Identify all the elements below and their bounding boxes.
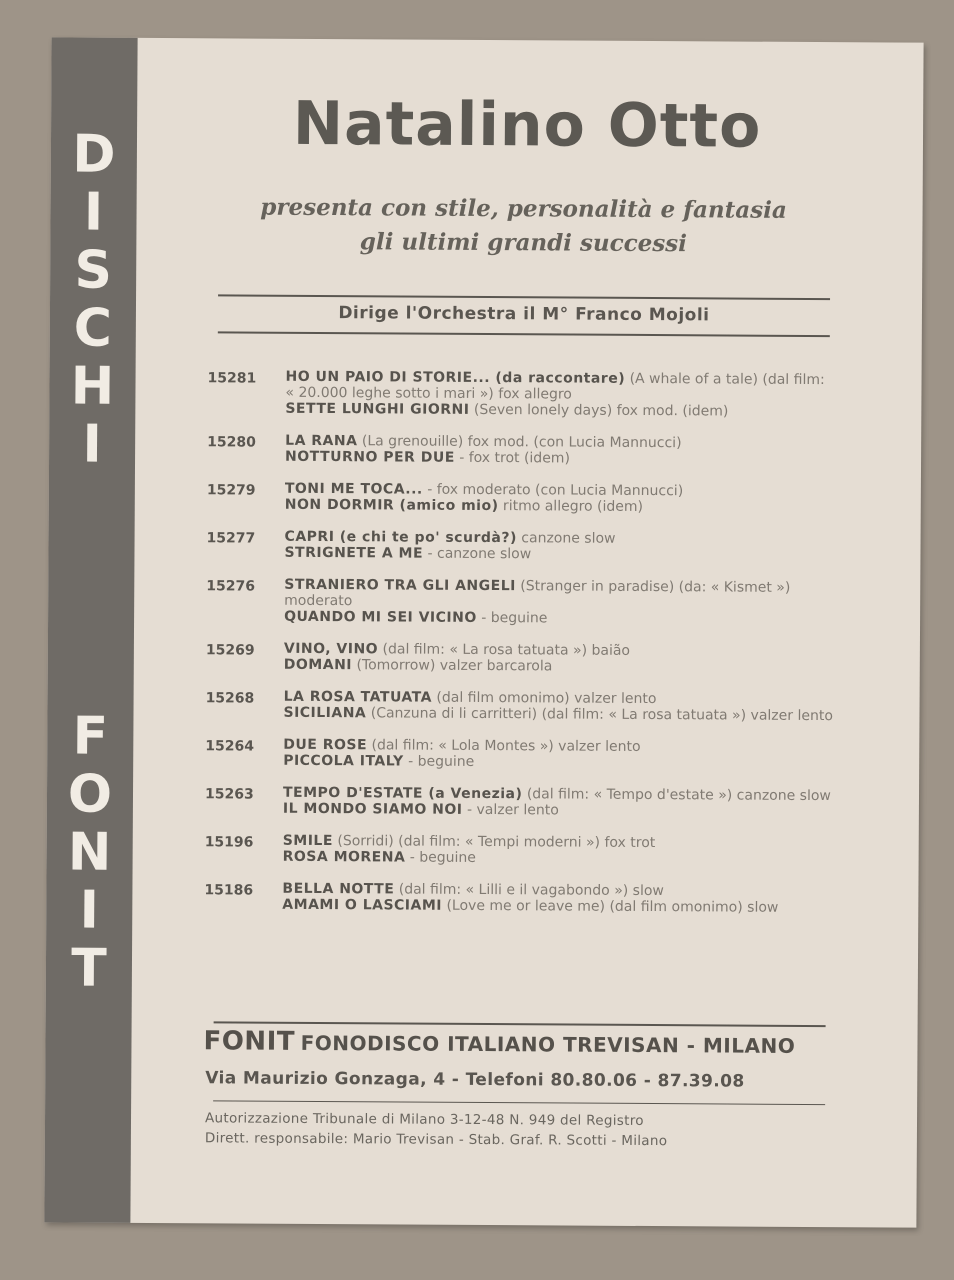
song-details: - fox moderato (con Lucia Mannucci) bbox=[422, 481, 684, 500]
song-line bbox=[284, 609, 834, 628]
song-title: TONI ME TOCA... bbox=[284, 480, 423, 498]
song-line bbox=[283, 753, 833, 772]
catalog-number: 15264 bbox=[205, 738, 255, 755]
song-title: TEMPO D'ESTATE (a Venezia) bbox=[282, 784, 523, 803]
band-letter: N bbox=[67, 822, 112, 883]
song-line bbox=[285, 401, 835, 420]
track-entry bbox=[206, 640, 834, 676]
divider bbox=[213, 1100, 825, 1105]
song-line bbox=[284, 577, 834, 612]
song-details: (dal film: « Lilli e il vagabondo ») slow bbox=[394, 881, 664, 900]
song-details: (A whale of a tale) (dal film: « 20.000 leghe sotto i mari ») fox allegro bbox=[285, 370, 825, 403]
track-entry bbox=[207, 368, 835, 420]
song-title: STRIGNETE A ME bbox=[284, 544, 424, 562]
catalog-number: 15263 bbox=[204, 786, 254, 803]
song-title: PICCOLA ITALY bbox=[283, 752, 404, 770]
song-line bbox=[284, 545, 834, 564]
song-line bbox=[283, 849, 833, 868]
song-line bbox=[285, 449, 835, 468]
track-list bbox=[204, 368, 835, 916]
track-lines bbox=[284, 529, 834, 564]
catalog-number: 15186 bbox=[204, 882, 254, 899]
song-title: IL MONDO SIAMO NOI bbox=[282, 800, 463, 818]
legal-line: Dirett. responsabile: Mario Trevisan - Stab. Graf. R. Scotti - Milano bbox=[204, 1130, 668, 1150]
band-letter: F bbox=[72, 706, 109, 767]
catalog-number: 15269 bbox=[205, 642, 255, 659]
song-title: SMILE bbox=[282, 832, 333, 850]
conductor-credit: Dirige l'Orchestra il M° Franco Mojoli bbox=[338, 303, 710, 326]
song-title: VINO, VINO bbox=[283, 640, 379, 658]
song-title: SETTE LUNGHI GIORNI bbox=[285, 400, 470, 418]
catalog-number: 15268 bbox=[205, 690, 255, 707]
track-lines bbox=[283, 737, 833, 772]
song-title: STRANIERO TRA GLI ANGELI bbox=[284, 576, 516, 595]
song-details: - beguine bbox=[405, 849, 476, 866]
track-entry bbox=[205, 736, 833, 772]
track-lines bbox=[283, 785, 833, 820]
song-details: - beguine bbox=[476, 609, 548, 627]
song-details: (dal film: « La rosa tatuata ») baião bbox=[378, 641, 631, 659]
band-letter: S bbox=[74, 240, 113, 301]
track-lines bbox=[284, 577, 834, 628]
band-letter: O bbox=[67, 764, 113, 825]
song-details: canzone slow bbox=[516, 530, 616, 547]
song-line bbox=[283, 705, 833, 724]
song-line bbox=[282, 897, 832, 916]
song-details: (La grenouille) fox mod. (con Lucia Mannucci) bbox=[357, 433, 682, 452]
song-line bbox=[284, 657, 834, 676]
catalog-number: 15279 bbox=[206, 482, 256, 499]
song-title: HO UN PAIO DI STORIE... (da raccontare) bbox=[285, 368, 626, 387]
catalog-content bbox=[202, 38, 834, 1227]
song-details: (Canzuna di li carritteri) (dal film: « La rosa tatuata ») valzer lento bbox=[366, 705, 833, 725]
song-details: (dal film: « Lola Montes ») valzer lento bbox=[367, 737, 641, 755]
song-details: - beguine bbox=[403, 753, 475, 770]
song-details: (Stranger in paradise) (da: « Kismet ») moderato bbox=[284, 578, 791, 610]
legal-line: Autorizzazione Tribunale di Milano 3-12-48 N. 949 del Registro bbox=[204, 1110, 644, 1129]
band-letter: D bbox=[72, 124, 116, 185]
band-letter: I bbox=[83, 182, 104, 243]
song-details: - canzone slow bbox=[423, 545, 532, 563]
catalog-number: 15280 bbox=[207, 434, 256, 451]
track-entry bbox=[205, 832, 833, 868]
song-title: BELLA NOTTE bbox=[282, 880, 395, 898]
track-entry bbox=[205, 688, 833, 724]
song-title: CAPRI (e chi te po' scurdà?) bbox=[284, 528, 517, 547]
song-details: (dal film omonimo) valzer lento bbox=[431, 689, 657, 708]
song-title: NOTTURNO PER DUE bbox=[285, 448, 455, 466]
track-entry bbox=[207, 480, 835, 516]
song-title: LA ROSA TATUATA bbox=[283, 688, 433, 706]
catalog-number: 15281 bbox=[207, 370, 257, 387]
track-lines bbox=[285, 481, 835, 516]
song-details: (dal film: « Tempo d'estate ») canzone slow bbox=[522, 786, 831, 805]
track-entry bbox=[206, 576, 834, 628]
song-title: QUANDO MI SEI VICINO bbox=[284, 608, 477, 626]
band-letter: H bbox=[70, 356, 115, 417]
song-details: - fox trot (idem) bbox=[454, 449, 570, 467]
artist-subtitle bbox=[208, 190, 838, 262]
song-title: DOMANI bbox=[283, 656, 353, 674]
song-details: (Sorridi) (dal film: « Tempi moderni ») fox trot bbox=[332, 833, 656, 852]
fonit-logo: FONIT bbox=[203, 1026, 296, 1057]
track-entry bbox=[207, 432, 835, 468]
catalog-number: 15277 bbox=[206, 530, 256, 547]
track-entry bbox=[206, 528, 834, 564]
publisher-address: Via Maurizio Gonzaga, 4 - Telefoni 80.80.06 - 87.39.08 bbox=[205, 1068, 745, 1092]
song-line bbox=[283, 801, 833, 820]
band-word-fonit bbox=[46, 707, 134, 998]
divider bbox=[218, 331, 830, 337]
subtitle-line: gli ultimi grandi successi bbox=[359, 228, 687, 258]
catalog-number: 15196 bbox=[204, 834, 254, 851]
track-lines bbox=[283, 833, 833, 868]
band-letter: T bbox=[71, 938, 107, 999]
catalog-number: 15276 bbox=[206, 578, 256, 595]
song-title: DUE ROSE bbox=[283, 736, 368, 754]
band-letter: I bbox=[79, 880, 100, 941]
song-title: SICILIANA bbox=[283, 704, 367, 722]
publisher bbox=[203, 1026, 833, 1060]
song-title: ROSA MORENA bbox=[282, 848, 406, 866]
legal-notice bbox=[205, 1108, 835, 1152]
band-word-dischi bbox=[49, 125, 137, 474]
song-details: (Love me or leave me) (dal film omonimo) slow bbox=[441, 897, 779, 916]
track-entry bbox=[204, 880, 832, 916]
band-letter: I bbox=[82, 414, 102, 475]
subtitle-line: presenta con stile, personalità e fantasia bbox=[260, 193, 787, 224]
song-details: (Seven lonely days) fox mod. (idem) bbox=[469, 401, 729, 420]
artist-title: Natalino Otto bbox=[292, 88, 762, 162]
track-lines bbox=[285, 433, 835, 468]
publisher-name: FONODISCO ITALIANO TREVISAN - MILANO bbox=[300, 1030, 796, 1058]
divider bbox=[218, 294, 830, 300]
track-lines bbox=[283, 689, 833, 724]
track-lines bbox=[285, 369, 835, 420]
song-details: (Tomorrow) valzer barcarola bbox=[351, 657, 553, 675]
track-lines bbox=[282, 881, 832, 916]
track-entry bbox=[205, 784, 833, 820]
song-details: ritmo allegro (idem) bbox=[498, 498, 644, 515]
song-title: LA RANA bbox=[285, 432, 358, 450]
song-details: - valzer lento bbox=[462, 801, 559, 819]
song-title: NON DORMIR (amico mio) bbox=[284, 496, 499, 515]
song-title: AMAMI O LASCIAMI bbox=[282, 896, 443, 914]
song-line bbox=[285, 497, 835, 516]
track-lines bbox=[284, 641, 834, 676]
band-letter: C bbox=[73, 298, 113, 359]
record-catalog-card bbox=[44, 37, 923, 1227]
song-line bbox=[285, 369, 835, 404]
side-band bbox=[44, 37, 137, 1223]
